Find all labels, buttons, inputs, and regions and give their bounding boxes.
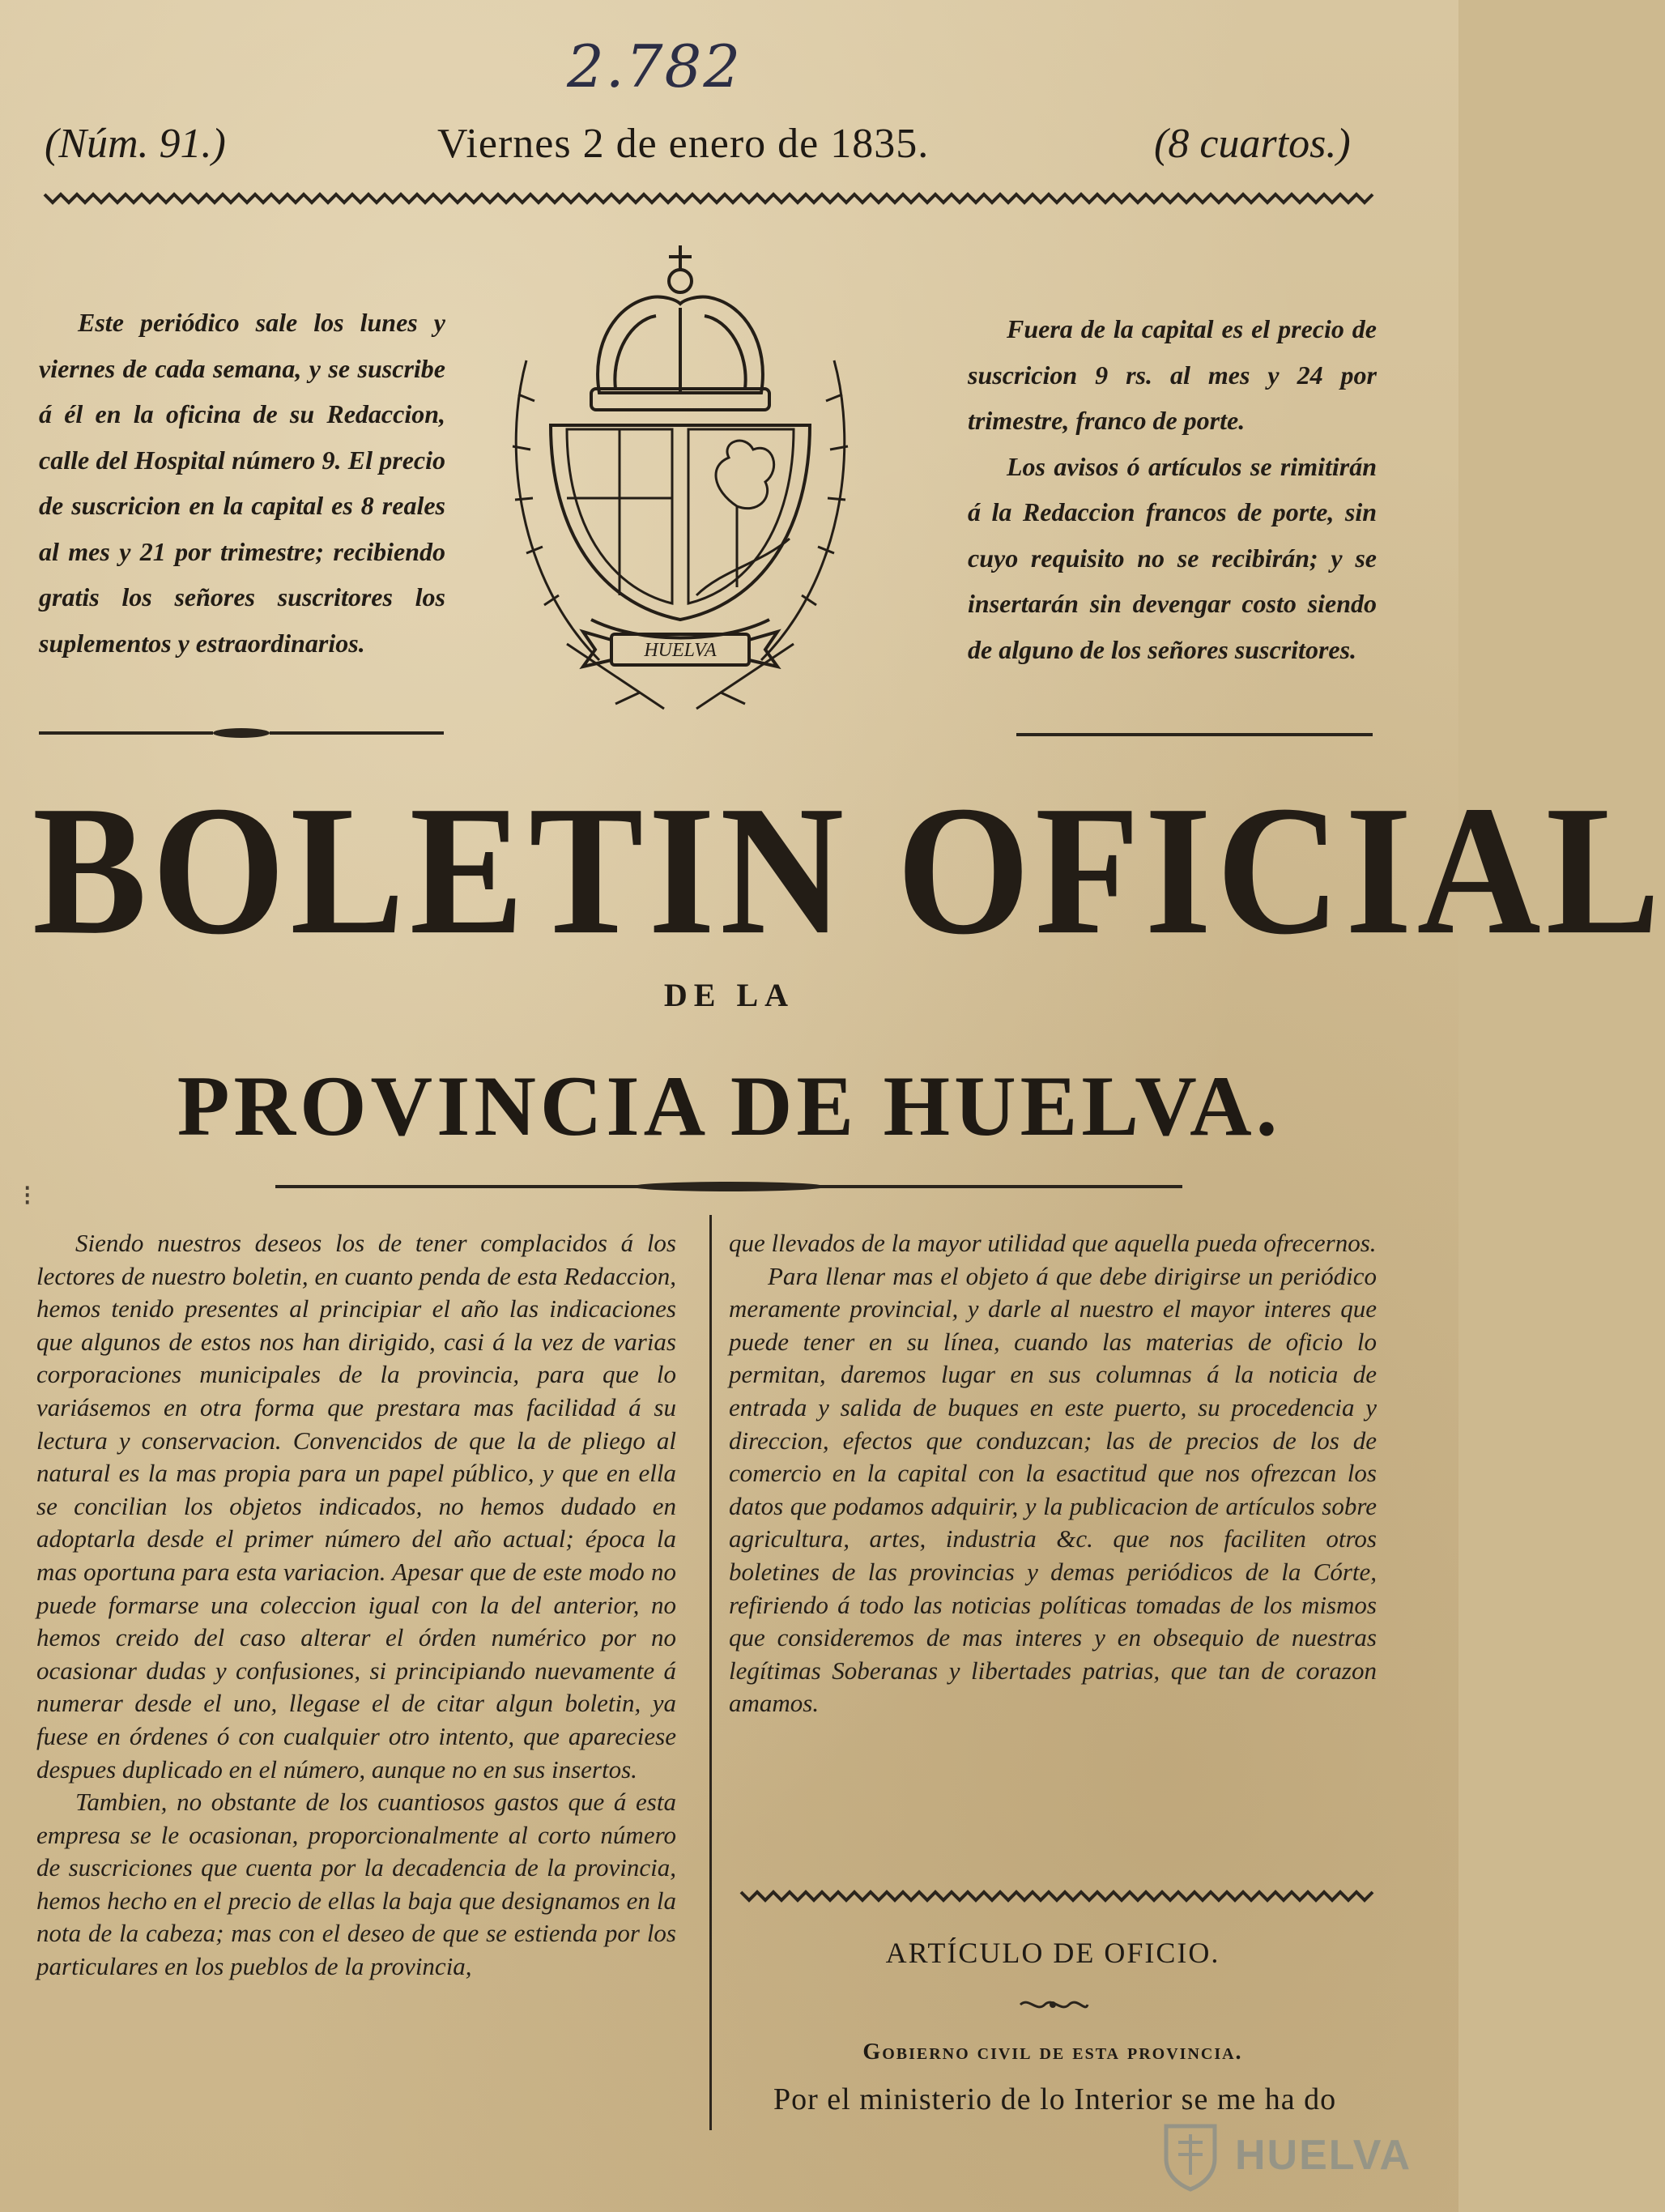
issue-number: (Núm. 91.) — [45, 121, 226, 167]
archive-watermark — [1158, 2118, 1412, 2191]
editorial-paragraph: Para llenar mas el objeto á que debe dirigirse un periódico meramente provincial, y darle al nuestro el mayor interes que puede tener en su línea, cuando las materias de oficio lo permitan, daremos lugar en sus columnas á la noticia de entrada y salida de buques en este puerto, su procedencia y direccion, efectos que conduzcan; las de precios de los de comercio en la capital con la esactitud que nos ofrezcan los datos que podamos adquirir, y la publicacion de artículos sobre agricultura, artes, industria &c. que nos faciliten otros boletines de las provincias y demas periódicos de la Córte, refiriendo á todo las noticias políticas tomadas de los mismos que consideremos de mas interes y en obsequio de nuestras legítimas Soberanas y libertades patrias, que tan de corazon amamos. — [729, 1261, 1377, 1718]
column-divider — [709, 1215, 712, 2130]
masthead-connector: DE LA — [663, 977, 795, 1013]
masthead-province: PROVINCIA DE HUELVA. — [177, 1059, 1282, 1153]
subscription-info-left: Este periódico sale los lunes y viernes de cada semana, y se suscribe á él en la oficina de su Redaccion, calle del Hospital número 9. El precio de suscricion en la capital es 8 reales al mes y 21 por trimestre; recibiendo gratis los señores suscritores los suplementos y estraordinarios. — [39, 308, 445, 658]
issue-date: Viernes 2 de enero de 1835. — [437, 121, 930, 167]
editorial-paragraph: Siendo nuestros deseos los de tener complacidos á los lectores de nuestro boletin, en cuanto penda de esta Redaccion, hemos tenido presentes al principiar el año las indicaciones que algunos de estos nos han dirigido, casi á la vez de varias corporaciones municipales de la provincia, para que lo variásemos en otra forma que prestara mas facilidad á su lectura y conservacion. Convencidos de que la de pliego al natural es la mas propia para un papel público, y que en ella se concilian los objetos indicados, no hemos dudado en adoptarla desde el primer número del año actual; época la mas oportuna para esta variacion. Apesar que de este modo no puede formarse una coleccion igual con la del anterior, no hemos creido del caso alterar el órden numérico por no ocasionar dudas y confusiones, si principiando nuevamente á numerar desde el uno, llegase el de citar algun boletin, ya fuese en órdenes ó con cualquier otro intento, que apareciese despues duplicado en el número, aunque no en sus insertos. — [36, 1229, 676, 1784]
editorial-paragraph: Tambien, no obstante de los cuantiosos gastos que á esta empresa se le ocasionan, proporcionalmente al corto número de suscriciones que cuenta por la decadencia de la provincia, hemos hecho en el precio de ellas la baja que designamos en la nota de la cabeza; mas con el deseo de que se estienda por los particulares en los pueblos de la provincia, — [36, 1788, 676, 1981]
right-ornamental-rule — [1016, 733, 1373, 736]
outside-capital-price-paragraph: Fuera de la capital es el precio de suscricion 9 rs. al mes y 24 por trimestre, franco de porte. — [968, 314, 1377, 435]
article-title: ARTÍCULO DE OFICIO. — [885, 1937, 1220, 1969]
left-ornamental-rule — [39, 725, 444, 741]
editorial-left-column — [36, 1227, 676, 1984]
subscription-info-right — [968, 306, 1377, 672]
editorial-paragraph: que llevados de la mayor utilidad que aquella pueda ofrecernos. — [729, 1229, 1377, 1257]
handwritten-archive-number: 2.782 — [567, 32, 743, 100]
government-heading: Gobierno civil de esta provincia. — [862, 2039, 1243, 2065]
watermark-label: HUELVA — [1235, 2132, 1412, 2179]
editorial-right-column — [729, 1227, 1377, 1720]
huelva-coat-of-arms — [478, 239, 956, 725]
watermark-shield-icon — [1158, 2118, 1223, 2191]
header-zigzag-rule — [45, 191, 1373, 206]
issue-price: (8 cuartos.) — [1154, 121, 1351, 167]
official-notice-first-line: Por el ministerio de lo Interior se me ha do — [773, 2082, 1337, 2116]
notices-paragraph: Los avisos ó artículos se rimitirán á la Redaccion francos de porte, sin cuyo requisito no se recibirán; y se insertarán sin devengar costo siendo de alguno de los señores suscritores. — [968, 451, 1377, 664]
masthead-title: BOLETIN OFICIAL — [32, 767, 1665, 973]
margin-mark: ⁝ — [23, 1179, 32, 1212]
section-zigzag-rule — [741, 1890, 1373, 1903]
crest-banner-label: HUELVA — [644, 640, 717, 661]
small-ornament — [1016, 1997, 1089, 2013]
masthead-rule — [275, 1181, 1182, 1192]
